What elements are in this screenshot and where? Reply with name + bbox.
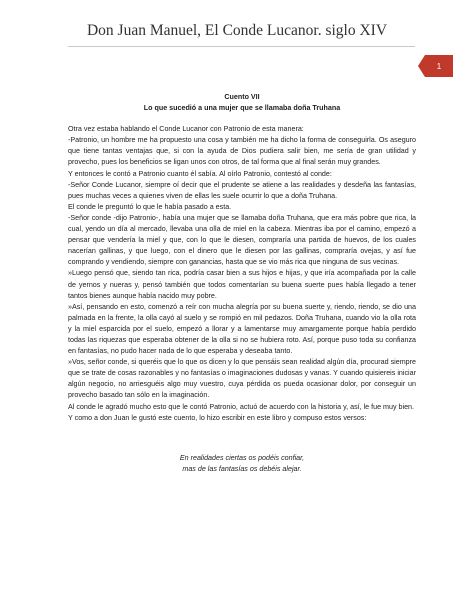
paragraph: El conde le preguntó lo que le había pasado a esta.: [68, 202, 232, 211]
closing-verses: [68, 453, 416, 475]
page-number-badge-arrow: [418, 55, 425, 77]
paragraph: »Luego pensó que, siendo tan rica, podría casar bien a sus hijos e hijas, y que iría acompañada por la calle de yernos y nueras y, pensó también que todos comentarían su buena suerte pues había llegado a tener tantos bienes aunque había nacido muy pobre.: [68, 269, 416, 300]
chapter-subtitle: Lo que sucedió a una mujer que se llamaba doña Truhana: [143, 104, 341, 113]
paragraph: »Vos, señor conde, si queréis que lo que os dicen y lo que pensáis sean realidad algún día, procurad siempre que se trate de cosas razonables y no fantasías o imaginaciones dudosas y vanas. Y cuando quisiereis iniciar algún negocio, no arriesguéis algo muy vuestro, cuya pérdida os pueda ocasionar dolor, por conseguir un provecho basado tan sólo en la imaginación.: [68, 358, 416, 400]
page-header-title: Don Juan Manuel, El Conde Lucanor. siglo XIV: [86, 22, 388, 39]
paragraph: Otra vez estaba hablando el Conde Lucanor con Patronio de esta manera:: [68, 125, 304, 134]
paragraph: »Así, pensando en esto, comenzó a reír con mucha alegría por su buena suerte y, riendo, riendo, se dio una palmada en la frente, la olla cayó al suelo y se rompió en mil pedazos. Doña Truhana, cuando vio la olla rota y la miel esparcida por el suelo, empezó a llorar y a lamentarse muy amargamente porque había perdido todas las riquezas que esperaba obtener de la olla si no se hubiera roto. Así, porque puso toda su confianza en fantasías, no pudo hacer nada de lo que esperaba y deseaba tanto.: [68, 302, 416, 356]
page-number-badge: 1: [425, 55, 453, 77]
paragraph: Y como a don Juan le gustó este cuento, lo hizo escribir en este libro y compuso estos versos:: [68, 413, 367, 422]
document-body: [68, 92, 416, 475]
header-divider: [68, 46, 415, 47]
verse-line: mas de las fantasías os debéis alejar.: [182, 464, 302, 473]
paragraph: Al conde le agradó mucho esto que le contó Patronio, actuó de acuerdo con la historia y, así, le fue muy bien.: [68, 402, 415, 411]
verse-line: En realidades ciertas os podéis confiar,: [179, 453, 305, 462]
chapter-heading: Cuento VII: [224, 93, 260, 101]
paragraph: -Señor conde -dijo Patronio-, había una mujer que se llamaba doña Truhana, que era más pobre que rica, la cual, yendo un día al mercado, llevaba una olla de miel en la cabeza. Mientras iba por el camino, empezó a pensar que vendería la miel y que, con lo que le diesen, compraría una partida de huevos, de los cuales nacerían gallinas, y que luego, con el dinero que le diesen por las gallinas, compraría ovejas, y así fue comprando y vendiendo, siempre con ganancias, hasta que se vio más rica que ninguna de sus vecinas.: [68, 213, 416, 267]
paragraph: Y entonces le contó a Patronio cuanto él sabía. Al oírlo Patronio, contestó al conde:: [68, 169, 332, 178]
paragraph: -Señor Conde Lucanor, siempre oí decir que el prudente se atiene a las realidades y desdeña las fantasías, pues muchas veces a quienes viven de ellas les suele ocurrir lo que a doña Truhana.: [68, 180, 416, 200]
paragraph: -Patronio, un hombre me ha propuesto una cosa y también me ha dicho la forma de conseguirla. Os aseguro que tiene tantas ventajas que, si con la ayuda de Dios pudiera salir bien, me sería de gran utilidad y provecho, pues los beneficios se ligan unos con otros, de tal forma que al final serán muy grandes.: [68, 136, 416, 167]
